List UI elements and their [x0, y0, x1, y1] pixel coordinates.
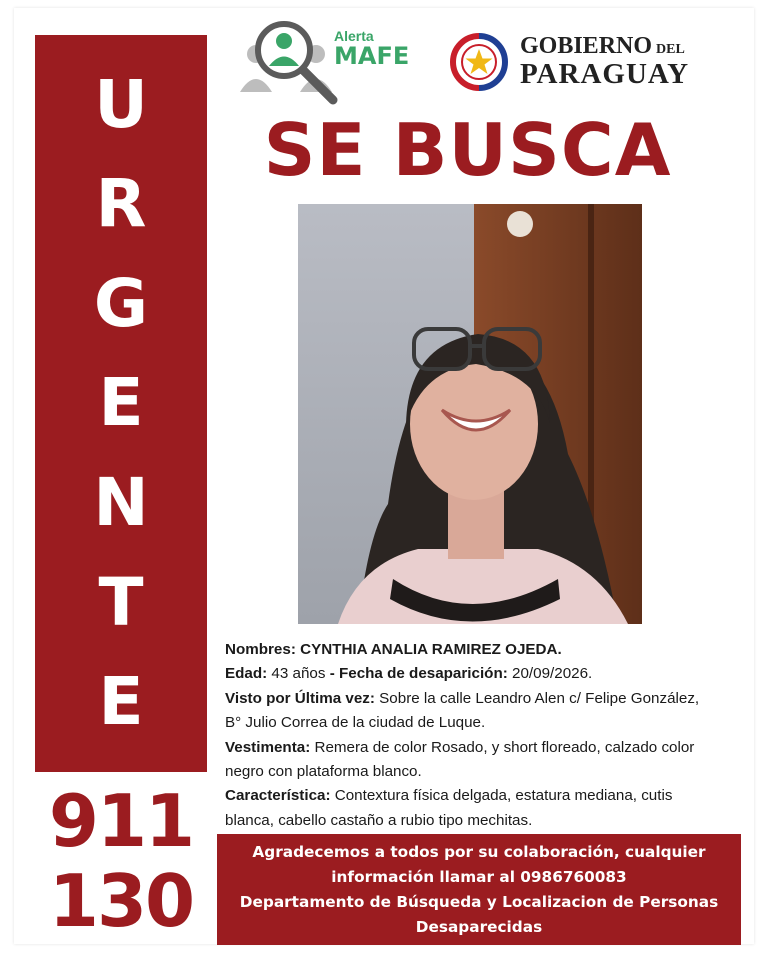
detail-features: [225, 784, 750, 808]
urgent-letter-t: T: [98, 563, 144, 641]
detail-age-date: [225, 662, 750, 686]
detail-last-seen-cont: B° Julio Correa de la ciudad de Luque.: [225, 714, 486, 732]
urgent-letter-u: U: [94, 65, 148, 143]
urgent-letter-r: R: [95, 165, 147, 243]
footer-contact-box: [217, 834, 741, 945]
detail-name-value: CYNTHIA ANALIA RAMIREZ OJEDA.: [295, 641, 562, 658]
emergency-number-911: 911: [48, 779, 194, 863]
urgent-letter-n: N: [93, 464, 149, 542]
detail-features-label: Característica:: [225, 787, 331, 805]
footer-line-3: Departamento de Búsqueda y Localizacion de Personas: [239, 893, 719, 911]
missing-person-details: [225, 638, 750, 833]
gov-country-name: PARAGUAY: [520, 58, 690, 90]
footer-line-4: Desaparecidas: [415, 918, 543, 936]
emergency-number-130: 130: [48, 859, 194, 943]
alerta-mafe-logo: [234, 14, 414, 106]
detail-date-label: - Fecha de desaparición:: [329, 665, 508, 683]
urgent-letter-g: G: [93, 264, 149, 342]
wanted-title: SE BUSCA: [263, 108, 672, 192]
detail-date-value: 20/09/2026.: [507, 665, 593, 683]
gov-name-small: DEL: [656, 42, 685, 57]
missing-person-photo: [298, 204, 642, 624]
detail-features-cont: blanca, cabello castaño a rubio tipo mechitas.: [225, 811, 533, 829]
mafe-name-label: MAFE: [334, 42, 410, 70]
detail-name-label: Nombres:: [225, 641, 296, 658]
footer-line-2: información llamar al 0986760083: [331, 868, 627, 886]
detail-name: [225, 638, 750, 662]
detail-age-value: 43 años: [267, 665, 330, 683]
detail-last-seen: [225, 687, 750, 711]
detail-clothing-value-1: Remera de color Rosado, y short floreado, calzado color: [310, 738, 695, 756]
detail-last-seen-value-1: Sobre la calle Leandro Alen c/ Felipe González,: [374, 689, 700, 707]
urgent-letter-e2: E: [98, 663, 144, 741]
paraguay-seal-icon: [444, 30, 514, 94]
detail-features-value-1: Contextura física delgada, estatura mediana, cutis: [330, 787, 673, 805]
urgent-letter-e: E: [98, 364, 144, 442]
detail-last-seen-label: Visto por Última vez:: [225, 689, 375, 707]
detail-age-label: Edad:: [225, 665, 268, 683]
gobierno-paraguay-logo: [444, 28, 724, 98]
detail-clothing: [225, 736, 750, 760]
detail-clothing-label: Vestimenta:: [225, 738, 311, 756]
detail-clothing-cont: negro con plataforma blanco.: [225, 763, 422, 781]
urgent-banner: [35, 35, 207, 772]
footer-line-1: Agradecemos a todos por su colaboración, cualquier: [252, 843, 706, 861]
gov-name-main: GOBIERNO: [520, 33, 653, 59]
mafe-alerta-label: Alerta: [334, 28, 374, 44]
